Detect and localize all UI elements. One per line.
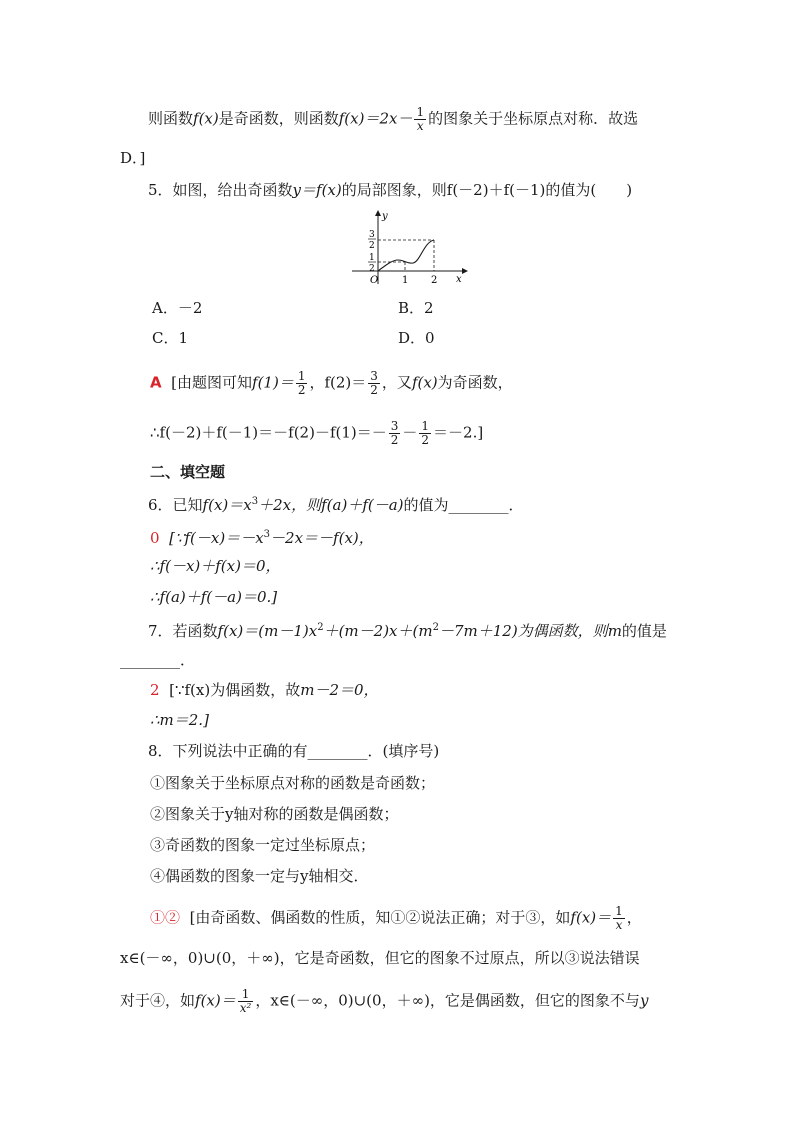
text-line: ∴m＝2.] [150, 711, 209, 729]
y-tick-label: 1 [369, 253, 375, 263]
answer-label: ①② [150, 908, 181, 927]
text-line: 则函数f(x)是奇函数，则函数f(x)＝2x－ $\frac{1}{x}$ 的图象关于坐标原点对称．故选 [148, 105, 639, 133]
y-axis-label: y [382, 211, 388, 222]
solution-6: 0 [$\because f(-x)=-x^3-2x=-f(x)$， [150, 529, 374, 547]
question-8: 8．下列说法中正确的有________．(填序号) [148, 742, 440, 760]
x-axis-label: x [456, 274, 462, 285]
list-item: ②图象关于y轴对称的函数是偶函数； [150, 805, 399, 823]
solution-5: A [由题图可知f(1)＝ $\frac{1}{2}$ ，f(2)＝ $\frac{3}{2}$ ，又f(x)为奇函数， [150, 369, 513, 397]
function-curve [378, 240, 434, 271]
list-item: ③奇函数的图象一定过坐标原点； [150, 836, 376, 854]
option-b: B．2 [398, 299, 434, 317]
option-c: C．1 [152, 329, 189, 347]
y-tick-label: 2 [369, 264, 375, 274]
text-line: 对于④，如f(x)＝ $\frac{1}{\text{x²}}$ ，x∈(－∞，0)∪(0，＋∞)，它是偶函数，但它的图象不与y [120, 987, 649, 1015]
text-line: D．] [120, 149, 146, 167]
list-item: ④偶函数的图象一定与y轴相交． [150, 867, 369, 885]
section-heading: 二、填空题 [150, 463, 226, 481]
y-tick-label: 3 [369, 230, 375, 240]
answer-label: 2 [150, 681, 160, 699]
answer-label: A [150, 373, 162, 392]
text-line: ∴f(－x)＋f(x)＝0， [150, 557, 281, 575]
x-tick-label: 2 [431, 275, 438, 286]
solution-8: ①② [由奇函数、偶函数的性质，知①②说法正确；对于③，如f(x)＝ $\frac{1}{x}$ ， [150, 904, 642, 932]
function-graph [350, 208, 470, 288]
solution-7: 2 [∵f(x)为偶函数，故m－2＝0， [150, 681, 379, 699]
question-5: 5．如图，给出奇函数y＝f(x)的局部图象，则f(－2)＋f(－1)的值为( ) [148, 181, 633, 199]
fraction: $\frac{1}{x}$ [416, 105, 425, 133]
option-a: A．－2 [152, 299, 203, 317]
list-item: ①图象关于坐标原点对称的函数是奇函数； [150, 774, 436, 792]
text-line: ∴f(a)＋f(－a)＝0.] [150, 588, 278, 606]
origin-label: O [370, 275, 379, 286]
x-axis-arrow [462, 268, 468, 274]
x-tick-label: 1 [402, 275, 409, 286]
option-d: D．0 [398, 329, 435, 347]
y-axis-arrow [375, 210, 381, 216]
answer-label: 0 [150, 529, 160, 547]
solution-5-line-2: ∴f(－2)＋f(－1)＝－f(2)－f(1)＝－ $\frac{3}{2}$ － $\frac{1}{2}$ ＝－2.] [150, 419, 484, 447]
text-line: x∈(－∞，0)∪(0，＋∞)，它是奇函数，但它的图象不过原点，所以③说法错误 [120, 949, 640, 967]
question-6: 6．已知$f(x)=x^3+2x$，则f(a)＋f(－a)的值为________． [148, 496, 524, 514]
question-7: 7．若函数$f(x)=(m-1)x^2+(m-2)x+(m^2-7m+12)$为偶函数，则m的值是 [148, 622, 667, 640]
text-line: ________． [120, 651, 196, 669]
y-tick-label: 2 [369, 241, 375, 251]
